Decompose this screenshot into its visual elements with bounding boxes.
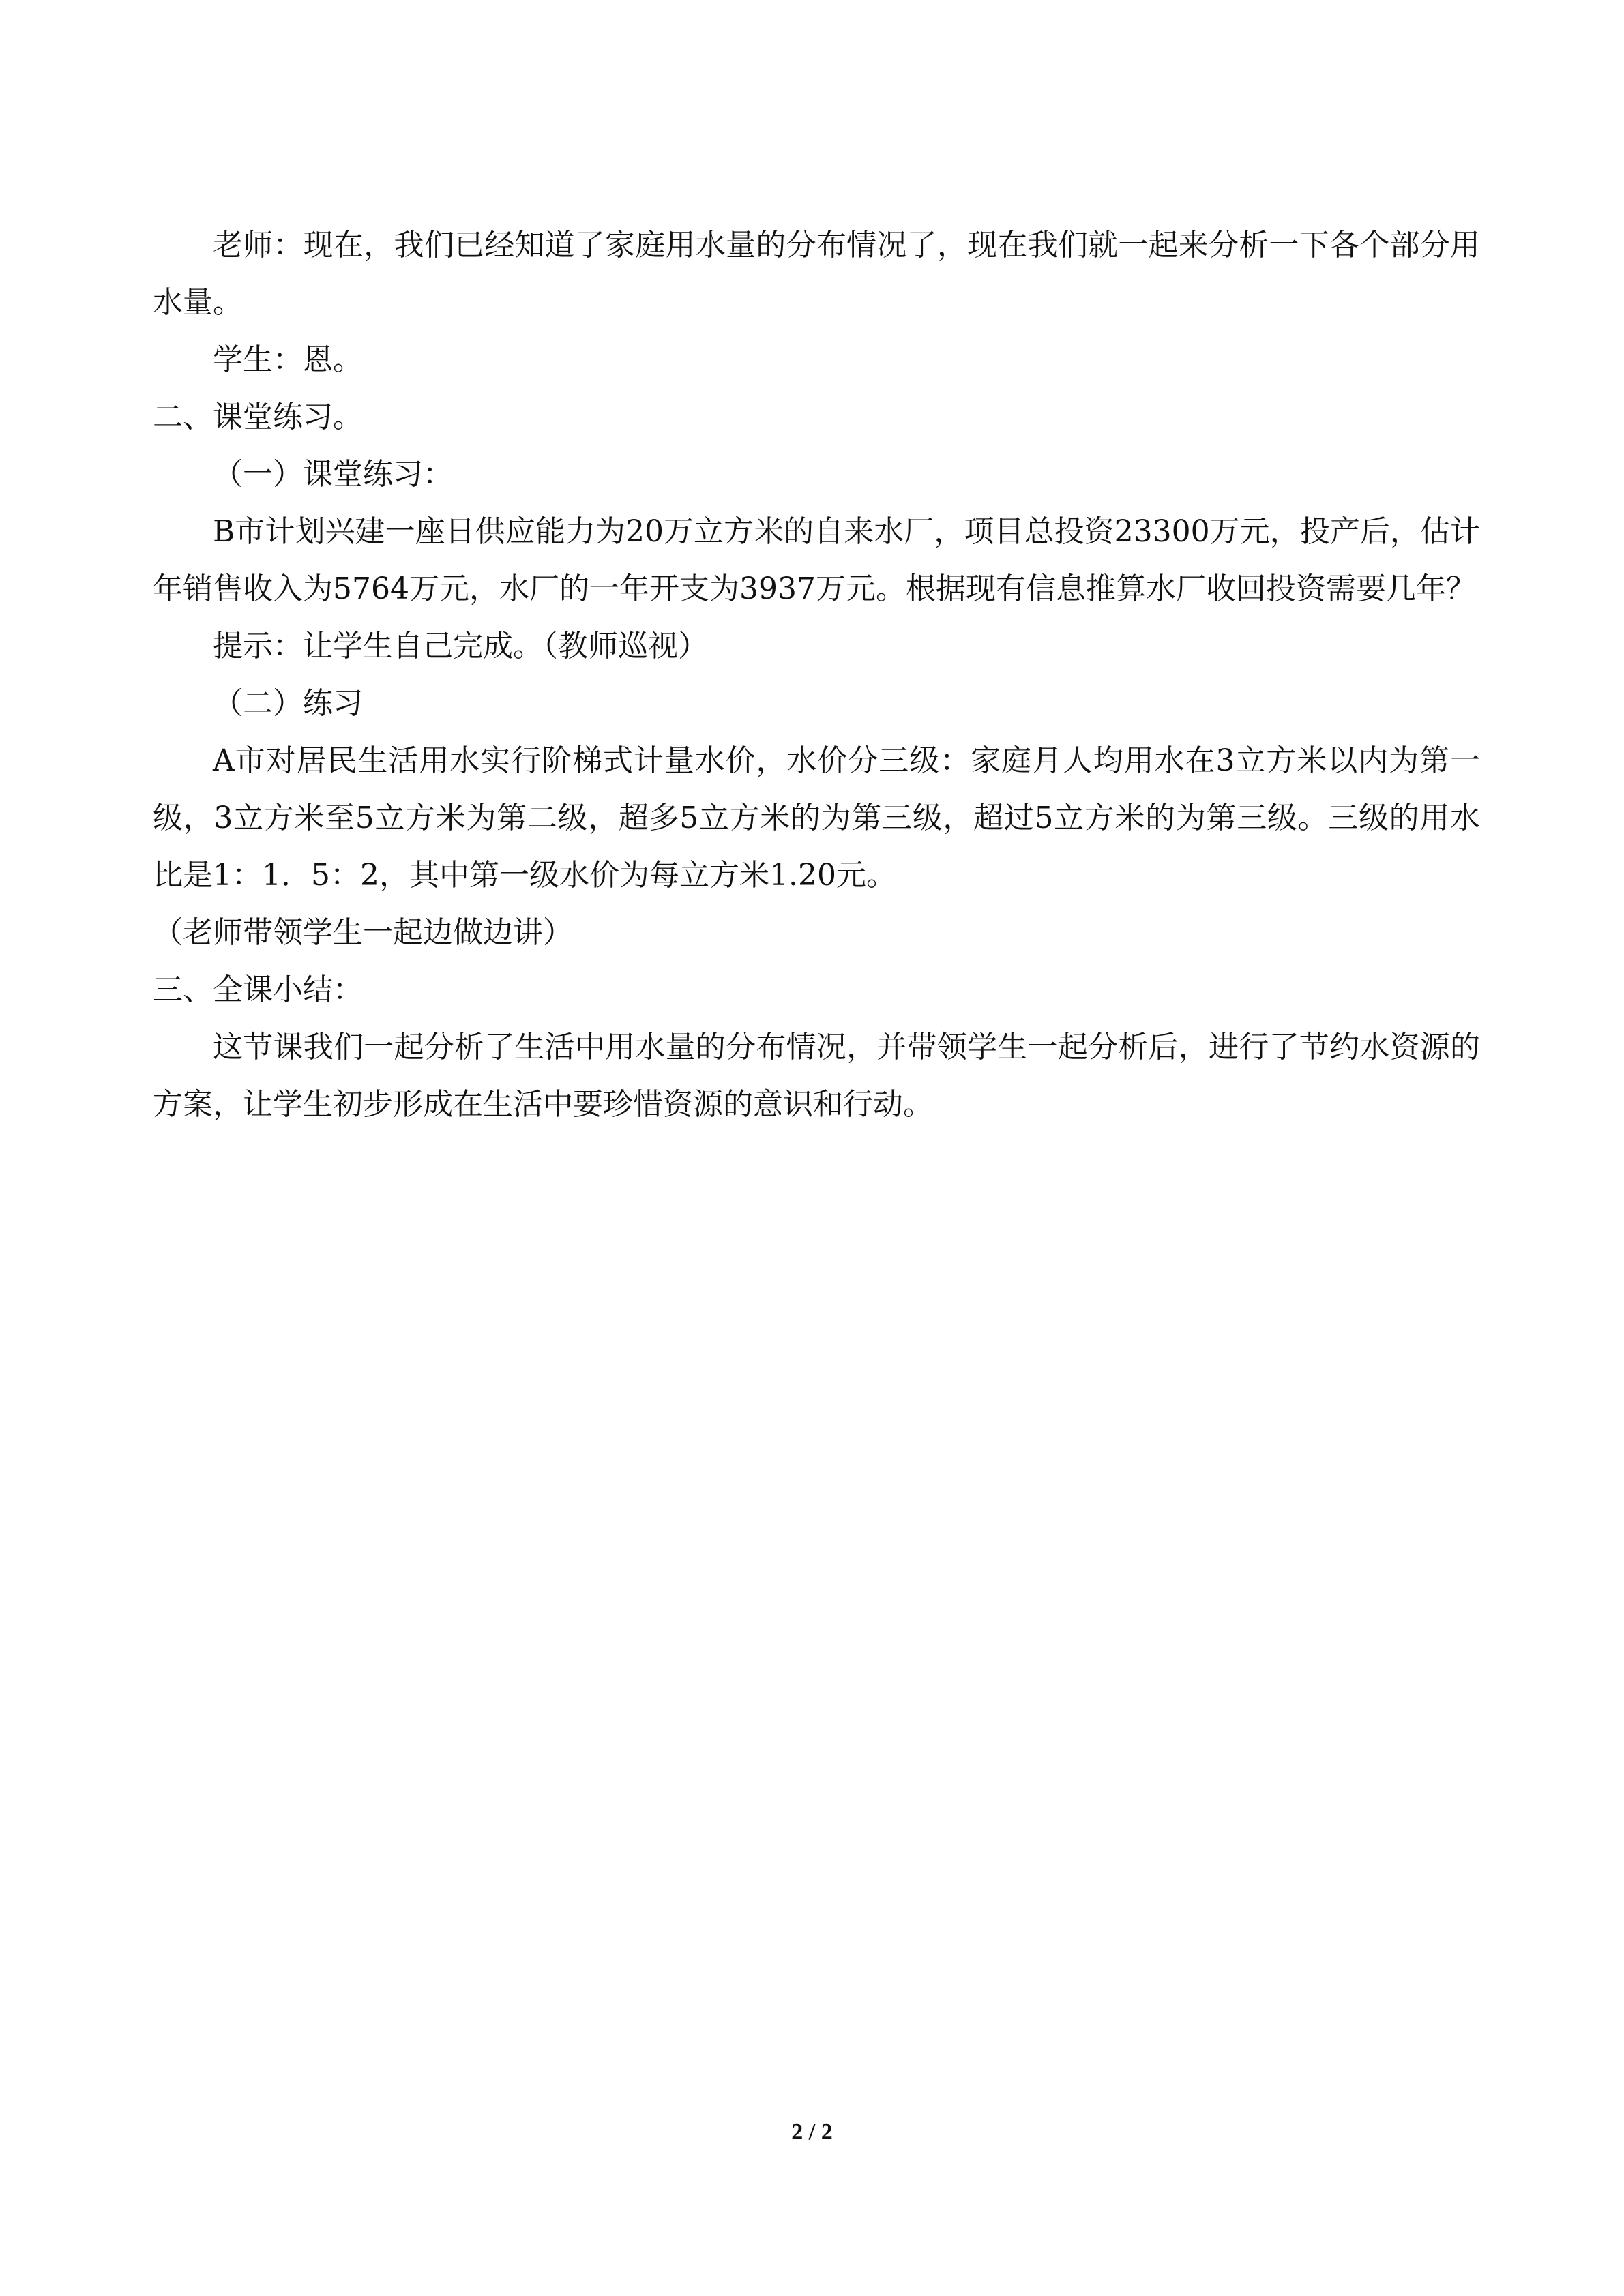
hint-text: 提示：让学生自己完成。（教师巡视） (213, 629, 708, 664)
exercise-problem-a: A市对居民生活用水实行阶梯式计量水价，水价分三级：家庭月人均用水在3立方米以内为第一级，3立方米至5立方米为第二级，超多5立方米的为第三级，超过5立方米的为第三级。三级的用水比是1：1．5：2，其中第一级水价为每立方米1.20元。 (153, 743, 1480, 893)
page-number: 2 / 2 (791, 2119, 833, 2145)
teacher-note: （老师带领学生一起边做边讲） (153, 915, 573, 950)
summary-text: 这节课我们一起分析了生活中用水量的分布情况，并带领学生一起分析后，进行了节约水资源的方案，让学生初步形成在生活中要珍惜资源的意识和行动。 (153, 1030, 1480, 1122)
document-body (153, 217, 1480, 1133)
exercise-problem-b: B市计划兴建一座日供应能力为20万立方米的自来水厂，项目总投资23300万元，投产后，估计年销售收入为5764万元，水厂的一年开支为3937万元。根据现有信息推算水厂收回投资需要几年？ (153, 514, 1480, 606)
subsection-heading-2: （二）练习 (213, 686, 363, 721)
teacher-dialogue: 老师：现在，我们已经知道了家庭用水量的分布情况了，现在我们就一起来分析一下各个部分用水量。 (153, 228, 1480, 320)
subsection-heading-1: （一）课堂练习： (213, 457, 453, 492)
section-heading-summary: 三、全课小结： (153, 972, 363, 1007)
section-heading-classroom-practice: 二、课堂练习。 (153, 400, 363, 434)
student-reply: 学生：恩。 (213, 342, 363, 377)
